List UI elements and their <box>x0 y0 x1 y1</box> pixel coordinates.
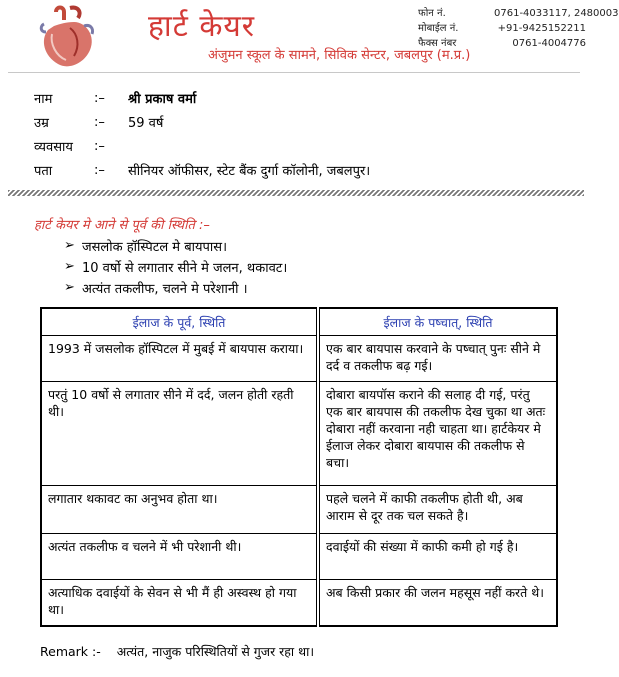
age-label: उम्र <box>34 116 49 131</box>
table-cell: पहले चलने में काफी तकलीफ होती थी, अब आराम से दूर तक चल सकते है। <box>318 486 557 534</box>
contact-phone <box>418 6 619 21</box>
arrow-bullet-icon: ➢ <box>64 238 75 253</box>
wavy-divider <box>8 190 584 196</box>
list-item-text: 10 वर्षो से लगातार सीने मे जलन, थकावट। <box>82 260 288 276</box>
list-item-text: अत्यंत तकलीफ, चलने मे परेशानी । <box>82 281 248 297</box>
separator: :– <box>94 90 105 106</box>
contact-value: +91-9425152211 <box>497 23 586 34</box>
table-header-row <box>41 308 557 336</box>
contact-label: फैक्स नंबर <box>418 38 457 49</box>
list-item <box>64 256 287 277</box>
separator: :– <box>94 138 105 154</box>
patient-occupation-row <box>34 134 370 158</box>
name-value: श्री प्रकाष वर्मा <box>128 92 197 107</box>
table-row <box>41 534 557 580</box>
table-row <box>41 336 557 382</box>
address-label: पता <box>34 164 53 179</box>
column-header-before: ईलाज के पूर्व, स्थिति <box>41 308 318 336</box>
contact-block <box>418 6 619 51</box>
arrow-bullet-icon: ➢ <box>64 259 75 274</box>
table-cell: एक बार बायपास करवाने के पष्चात् पुनः सीने मे दर्द व तकलीफ बढ़ गई। <box>318 336 557 382</box>
list-item <box>64 277 287 298</box>
age-value: 59 वर्ष <box>128 116 164 131</box>
header-divider <box>8 72 580 73</box>
list-item-text: जसलोक हॉस्पिटल मे बायपास। <box>82 239 228 255</box>
remark-text: अत्यंत, नाजुक परिस्थितियों से गुजर रहा था। <box>116 644 315 659</box>
table-row <box>41 486 557 534</box>
remark-label: Remark :- <box>40 644 101 659</box>
occupation-label: व्यवसाय <box>34 140 73 155</box>
heart-anatomy-logo <box>34 4 100 70</box>
table-cell: अत्यंत तकलीफ व चलने में भी परेशानी थी। <box>41 534 318 580</box>
patient-age-row <box>34 110 370 134</box>
table-cell: दोबारा बायपॉस कराने की सलाह दी गई, परंतु एक बार बायपास की तकलीफ देख चुका था अतः दोबारा नहीं करवाना नही चाहता था। हार्टकेयर मे ईलाज लेकर दोबारा बायपास की तकलीफ से बचा। <box>318 382 557 486</box>
comparison-table <box>40 307 558 627</box>
table-cell: दवाईयों की संख्या में काफी कमी हो गई है। <box>318 534 557 580</box>
contact-label: मोबाईल नं. <box>418 23 459 34</box>
letterhead <box>0 0 619 75</box>
contact-mobile <box>418 21 586 36</box>
patient-name-row <box>34 86 370 110</box>
table-cell: 1993 में जसलोक हॉस्पिटल में मुबई में बायपास कराया। <box>41 336 318 382</box>
arrow-bullet-icon: ➢ <box>64 280 75 295</box>
column-header-after: ईलाज के पष्चात्, स्थिति <box>318 308 557 336</box>
contact-label: फोन नं. <box>418 8 446 19</box>
table-cell: अत्याधिक दवाईयों के सेवन से भी मैं ही अस्वस्थ हो गया था। <box>41 580 318 626</box>
clinic-address: अंजुमन स्कूल के सामने, सिविक सेन्टर, जबलपुर (म.प्र.) <box>208 48 471 63</box>
contact-fax <box>418 36 586 51</box>
patient-details <box>34 86 370 182</box>
before-list <box>64 235 287 298</box>
contact-value: 0761-4033117, 2480003 <box>494 8 619 19</box>
address-value: सीनियर ऑफीसर, स्टेट बैंक दुर्गा कॉलोनी, जबलपुर। <box>128 164 371 179</box>
name-label: नाम <box>34 92 53 107</box>
remark <box>40 643 314 660</box>
table-cell: लगातार थकावट का अनुभव होता था। <box>41 486 318 534</box>
table-cell: परतुं 10 वर्षो से लगातार सीने में दर्द, जलन होती रहती थी। <box>41 382 318 486</box>
patient-address-row <box>34 158 370 182</box>
table-row <box>41 580 557 626</box>
separator: :– <box>94 114 105 130</box>
table-row <box>41 382 557 486</box>
clinic-title: हार्ट केयर <box>148 9 256 44</box>
before-section-title: हार्ट केयर मे आने से पूर्व की स्थिति :– <box>34 218 210 233</box>
list-item <box>64 235 287 256</box>
contact-value: 0761-4004776 <box>512 38 586 49</box>
table-cell: अब किसी प्रकार की जलन महसूस नहीं करते थे। <box>318 580 557 626</box>
separator: :– <box>94 162 105 178</box>
